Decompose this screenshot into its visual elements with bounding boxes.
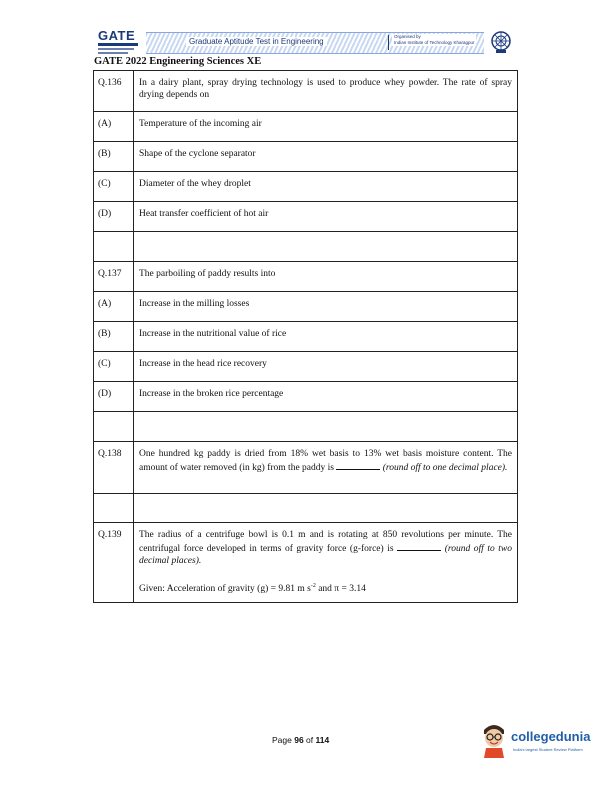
page-prefix: Page <box>272 735 295 745</box>
table-row <box>94 262 518 292</box>
blank-row <box>94 494 518 523</box>
answer-blank <box>336 460 380 470</box>
given-text: Given: Acceleration of gravity (g) = 9.81 m s <box>139 584 311 595</box>
page-number <box>272 735 329 745</box>
option-text: Increase in the broken rice percentage <box>134 382 518 412</box>
given-values <box>139 580 512 595</box>
option-label: (C) <box>94 352 134 382</box>
table-row <box>94 322 518 352</box>
option-text: Increase in the milling losses <box>134 292 518 322</box>
question-number: Q.137 <box>94 262 134 292</box>
question-text <box>134 442 518 494</box>
page-total: 114 <box>315 735 330 745</box>
document-title: GATE 2022 Engineering Sciences XE <box>94 56 262 67</box>
option-label: (B) <box>94 142 134 172</box>
question-table <box>93 70 518 603</box>
brand-tagline: India's largest Student Review Platform <box>513 747 583 752</box>
collegedunia-logo <box>480 720 600 760</box>
gate-logo-text: GATE <box>98 28 136 43</box>
option-text: Temperature of the incoming air <box>134 112 518 142</box>
question-text <box>134 523 518 603</box>
option-text: Heat transfer coefficient of hot air <box>134 202 518 232</box>
banner-title: Graduate Aptitude Test in Engineering <box>186 37 327 46</box>
table-row <box>94 202 518 232</box>
question-number: Q.138 <box>94 442 134 494</box>
option-label: (A) <box>94 292 134 322</box>
table-row <box>94 382 518 412</box>
brand-name: collegedunia <box>511 729 591 744</box>
banner-organizer <box>392 34 476 46</box>
option-text: Diameter of the whey droplet <box>134 172 518 202</box>
organizer-name: Indian Institute of Technology Kharagpur <box>394 40 475 45</box>
page-current: 96 <box>294 735 304 745</box>
question-number: Q.139 <box>94 523 134 603</box>
blank-cell <box>94 412 134 442</box>
question-number: Q.136 <box>94 71 134 112</box>
rounding-instruction: (round off to two decimal places). <box>139 544 513 566</box>
given-text-tail: and π = 3.14 <box>315 584 366 595</box>
question-text-main: One hundred kg paddy is dried from 18% wet basis to 13% wet basis moisture content. The amount of water removed (in kg) from the paddy is <box>139 449 512 473</box>
student-mascot-icon <box>480 720 508 758</box>
option-text: Increase in the nutritional value of rice <box>134 322 518 352</box>
option-label: (D) <box>94 202 134 232</box>
given-exponent: -2 <box>310 583 316 589</box>
option-label: (B) <box>94 322 134 352</box>
header-banner <box>146 32 484 54</box>
page-header <box>96 26 516 60</box>
blank-row <box>94 232 518 262</box>
table-row <box>94 523 518 603</box>
question-text-main: The radius of a centrifuge bowl is 0.1 m and is rotating at 850 revolutions per minute. The centrifugal force developed in terms of gravity force (g-force) is <box>139 530 512 554</box>
page-mid: of <box>303 735 316 745</box>
gate-logo-bar <box>98 48 134 50</box>
option-label: (A) <box>94 112 134 142</box>
blank-cell <box>94 232 134 262</box>
banner-divider <box>388 35 389 50</box>
gate-logo-bar <box>98 43 138 46</box>
question-text: The parboiling of paddy results into <box>134 262 518 292</box>
blank-cell <box>134 232 518 262</box>
blank-cell <box>134 412 518 442</box>
answer-blank <box>397 541 441 551</box>
blank-cell <box>94 494 134 523</box>
question-text: In a dairy plant, spray drying technology is used to produce whey powder. The rate of spray drying depends on <box>134 71 518 112</box>
table-row <box>94 142 518 172</box>
table-row <box>94 352 518 382</box>
blank-row <box>94 412 518 442</box>
option-text: Shape of the cyclone separator <box>134 142 518 172</box>
organized-by-label: Organised by <box>394 34 421 39</box>
table-row <box>94 292 518 322</box>
iit-emblem-icon <box>490 30 512 54</box>
gate-logo <box>96 26 142 60</box>
option-label: (D) <box>94 382 134 412</box>
option-text: Increase in the head rice recovery <box>134 352 518 382</box>
table-row <box>94 112 518 142</box>
table-row <box>94 172 518 202</box>
gate-logo-bar <box>98 52 128 54</box>
option-label: (C) <box>94 172 134 202</box>
table-row <box>94 71 518 112</box>
table-row <box>94 442 518 494</box>
rounding-instruction: (round off to one decimal place). <box>382 463 508 473</box>
blank-cell <box>134 494 518 523</box>
